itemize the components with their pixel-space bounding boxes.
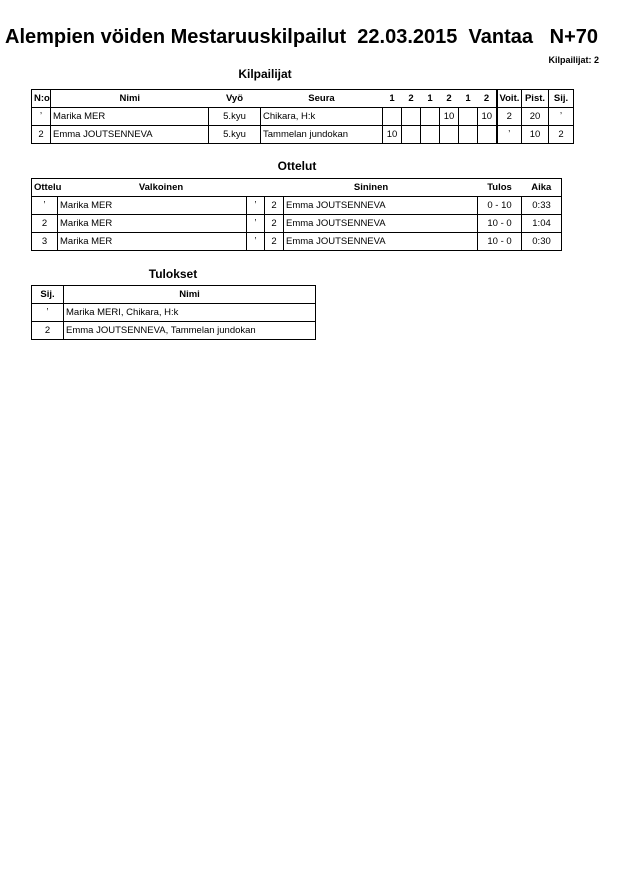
col-match: Ottelu	[34, 181, 62, 193]
results-header-row	[32, 286, 316, 304]
match-time: 1:04	[522, 215, 562, 233]
round-score	[402, 126, 421, 144]
col-r2: 2	[408, 92, 414, 104]
competitor-wins: 2	[497, 108, 522, 126]
competitor-name: Marika MER	[51, 108, 209, 126]
table-row	[32, 108, 574, 126]
match-no: ʼ	[32, 197, 58, 215]
competitors-table	[31, 89, 574, 144]
competitor-no: ʼ	[32, 108, 51, 126]
white-name: Marika MER	[58, 233, 247, 251]
blue-no: 2	[265, 233, 284, 251]
col-r6: 2	[483, 92, 490, 104]
round-score: 10	[440, 108, 459, 126]
results-heading: Tulokset	[148, 267, 198, 281]
round-score	[459, 108, 478, 126]
col-result: Tulos	[487, 181, 512, 193]
competitor-belt: 5.kyu	[209, 108, 261, 126]
blue-name: Emma JOUTSENNEVA	[284, 197, 478, 215]
matches-table	[31, 178, 562, 251]
table-row	[32, 126, 574, 144]
round-score: 10	[383, 126, 402, 144]
col-r1: 1	[389, 92, 395, 104]
result-place: ʼ	[32, 304, 64, 322]
competitor-points: 10	[522, 126, 549, 144]
match-no: 3	[32, 233, 58, 251]
round-score	[421, 108, 440, 126]
blue-no: 2	[265, 215, 284, 233]
competitors-header-row	[32, 90, 574, 108]
blue-name: Emma JOUTSENNEVA	[284, 233, 478, 251]
competitor-club: Chikara, H:k	[261, 108, 383, 126]
match-time: 0:33	[522, 197, 562, 215]
white-name: Marika MER	[58, 197, 247, 215]
table-row	[32, 197, 562, 215]
matches-heading: Ottelut	[277, 159, 317, 173]
match-result: 10 - 0	[478, 215, 522, 233]
col-wins: Voit.	[497, 90, 522, 108]
results-table	[31, 285, 316, 340]
match-result: 0 - 10	[478, 197, 522, 215]
table-row	[32, 304, 316, 322]
white-name: Marika MER	[58, 215, 247, 233]
col-name: Nimi	[119, 92, 141, 104]
col-time: Aika	[531, 181, 552, 193]
table-row	[32, 233, 562, 251]
competitor-points: 20	[522, 108, 549, 126]
round-score	[459, 126, 478, 144]
col-club: Seura	[308, 92, 335, 104]
white-no: ʼ	[247, 233, 265, 251]
competitors-heading: Kilpailijat	[238, 67, 292, 81]
round-score	[421, 126, 440, 144]
match-time: 0:30	[522, 233, 562, 251]
white-no: ʼ	[247, 215, 265, 233]
match-result: 10 - 0	[478, 233, 522, 251]
round-score	[383, 108, 402, 126]
match-no: 2	[32, 215, 58, 233]
competitor-no: 2	[32, 126, 51, 144]
matches-header-row	[32, 179, 562, 197]
competitor-belt: 5.kyu	[209, 126, 261, 144]
result-name: Emma JOUTSENNEVA, Tammelan jundokan	[64, 322, 316, 340]
table-row	[32, 322, 316, 340]
white-no: ʼ	[247, 197, 265, 215]
result-place: 2	[32, 322, 64, 340]
competitor-name: Emma JOUTSENNEVA	[51, 126, 209, 144]
col-place: Sij.	[32, 286, 64, 304]
competitor-place: 2	[549, 126, 574, 144]
participants-count: Kilpailijat: 2	[548, 55, 599, 65]
competitor-place: ʼ	[549, 108, 574, 126]
blue-no: 2	[265, 197, 284, 215]
blue-name: Emma JOUTSENNEVA	[284, 215, 478, 233]
col-r5: 1	[465, 92, 471, 104]
result-name: Marika MERI, Chikara, H:k	[64, 304, 316, 322]
col-white: Valkoinen	[138, 181, 184, 193]
col-belt: Vyö	[225, 92, 244, 104]
page-title: Alempien vöiden Mestaruuskilpailut 22.03.2015 Vantaa N+70	[5, 26, 599, 48]
table-row	[32, 215, 562, 233]
round-score	[478, 126, 497, 144]
competitor-wins: ʼ	[497, 126, 522, 144]
col-r4: 2	[446, 92, 452, 104]
round-score: 10	[478, 108, 497, 126]
col-name: Nimi	[64, 286, 316, 304]
competitor-club: Tammelan jundokan	[261, 126, 383, 144]
col-place: Sij.	[549, 90, 574, 108]
round-score	[402, 108, 421, 126]
col-r3: 1	[427, 92, 433, 104]
round-score	[440, 126, 459, 144]
col-blue: Sininen	[353, 181, 389, 193]
col-points: Pist.	[522, 90, 549, 108]
col-no: N:o	[32, 90, 51, 108]
